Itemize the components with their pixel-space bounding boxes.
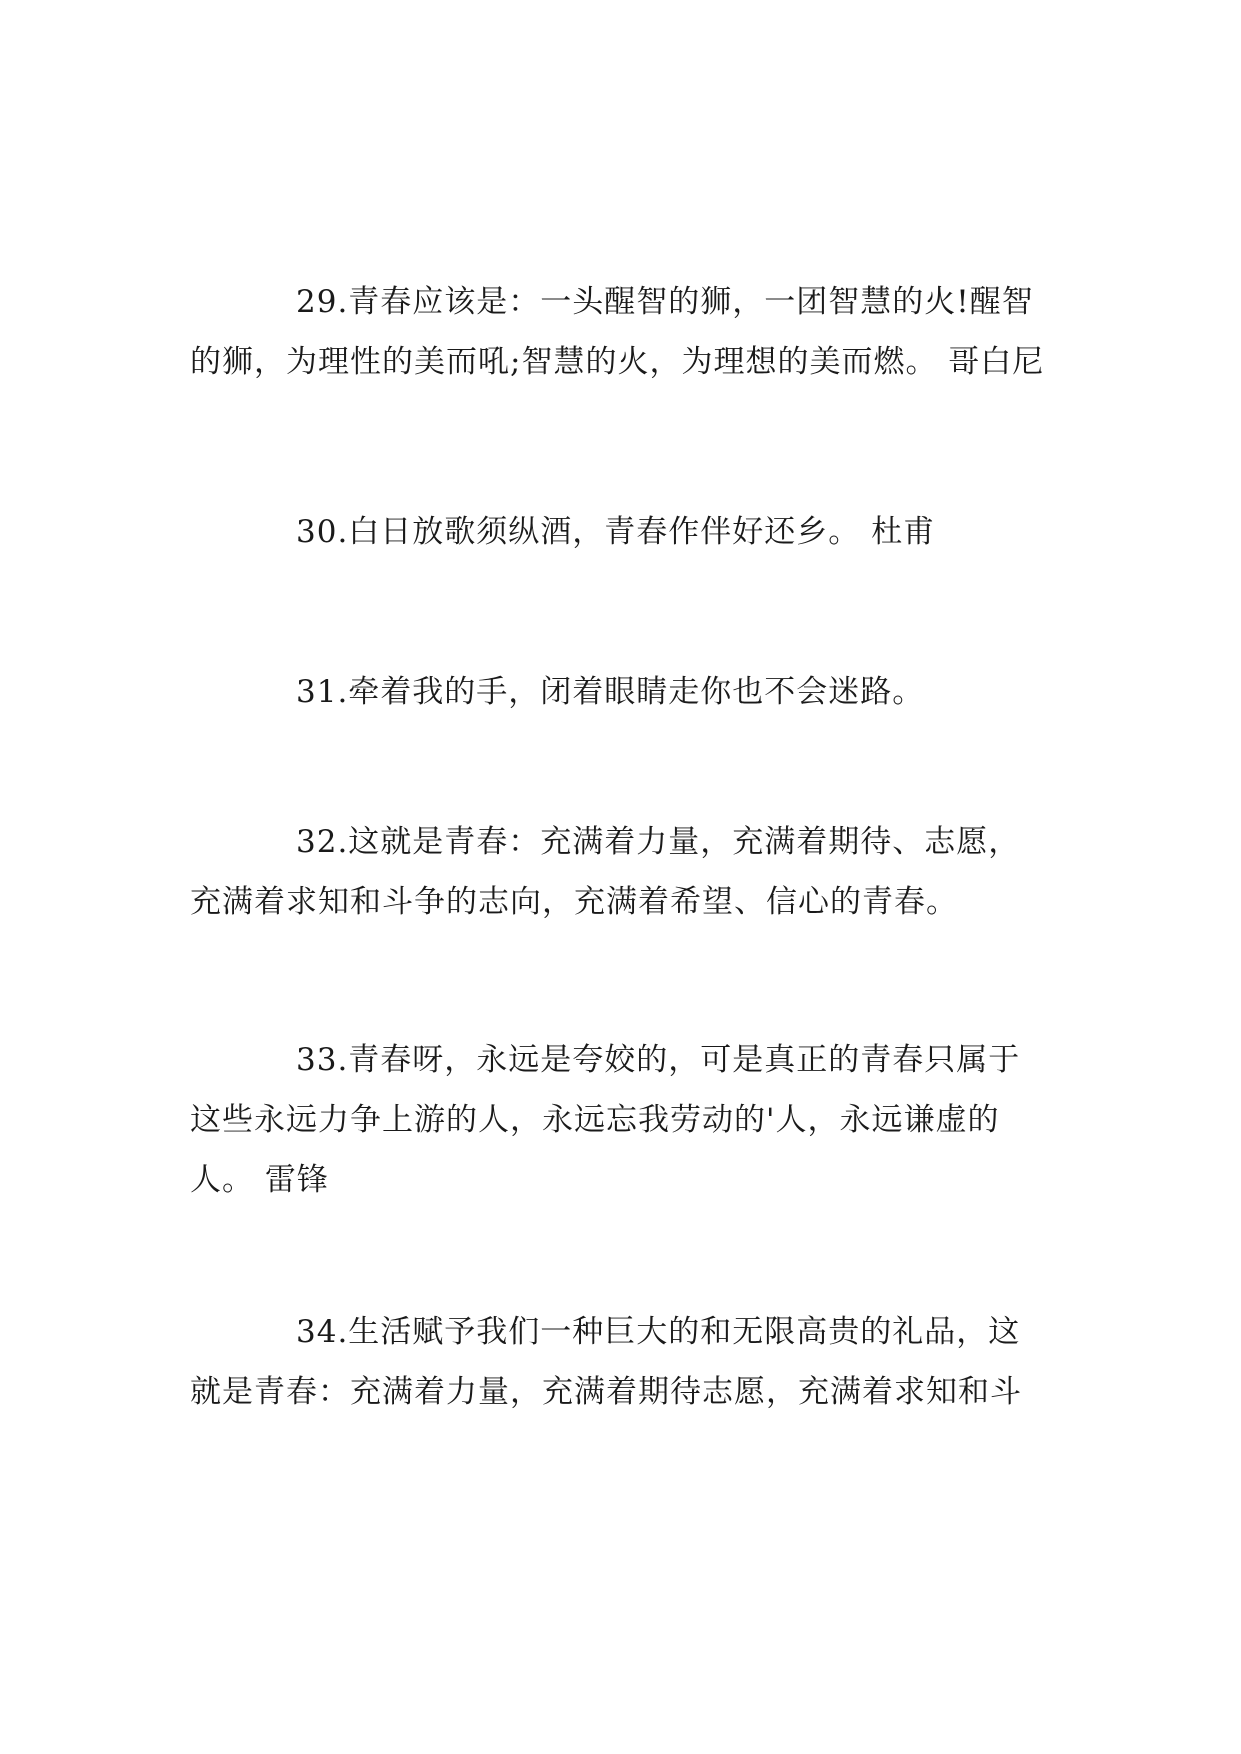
paragraph-32: 32.这就是青春：充满着力量，充满着期待、志愿，充满着求知和斗争的志向，充满着希望、信心的青春。	[190, 824, 1021, 920]
paragraph-30: 30.白日放歌须纵酒，青春作伴好还乡。 杜甫	[296, 514, 936, 550]
paragraph-29: 29.青春应该是：一头醒智的狮，一团智慧的火!醒智的狮，为理性的美而吼;智慧的火，为理想的美而燃。 哥白尼	[190, 284, 1045, 380]
paragraph-33: 33.青春呀，永远是夸姣的，可是真正的青春只属于这些永远力争上游的人，永远忘我劳动的'人，永远谦虚的人。 雷锋	[190, 1042, 1021, 1198]
paragraph-34: 34.生活赋予我们一种巨大的和无限高贵的礼品，这就是青春：充满着力量，充满着期待志愿，充满着求知和斗	[190, 1314, 1022, 1410]
paragraph-31: 31.牵着我的手，闭着眼睛走你也不会迷路。	[296, 674, 925, 710]
